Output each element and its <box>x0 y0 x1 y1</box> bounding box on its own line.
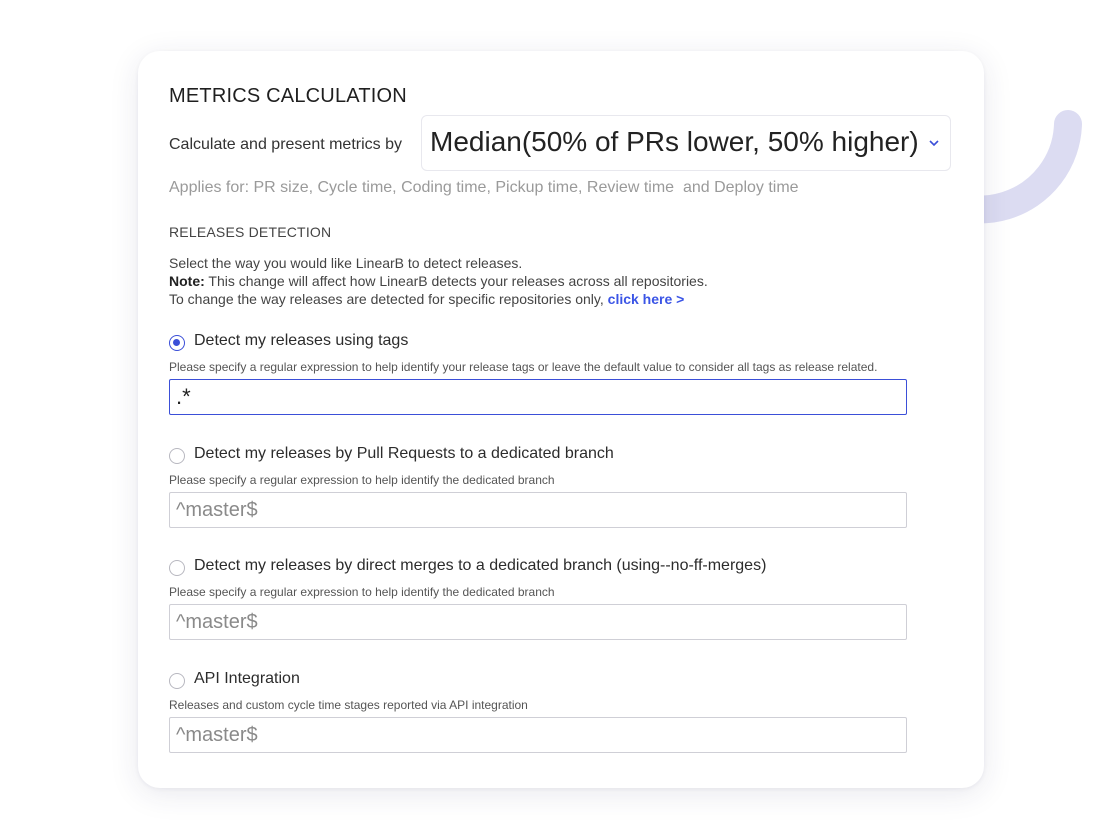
releases-note <box>169 272 708 290</box>
section-title: METRICS CALCULATION <box>169 85 407 107</box>
api-integration-input[interactable] <box>169 717 907 753</box>
option-pull-requests-label[interactable]: Detect my releases by Pull Requests to a dedicated branch <box>194 445 614 462</box>
option-direct-merges-label[interactable]: Detect my releases by direct merges to a dedicated branch (using--no-ff-merges) <box>194 557 767 574</box>
note-text: This change will affect how LinearB detects your releases across all repositories. <box>204 273 708 289</box>
releases-description <box>169 254 708 308</box>
radio-tags[interactable] <box>169 335 185 351</box>
option-api-integration-help: Releases and custom cycle time stages reported via API integration <box>169 698 528 712</box>
radio-direct-merges[interactable] <box>169 560 185 576</box>
direct-merges-branch-input[interactable] <box>169 604 907 640</box>
option-direct-merges-help: Please specify a regular expression to help identify the dedicated branch <box>169 585 555 599</box>
change-text: To change the way releases are detected for specific repositories only, <box>169 291 608 307</box>
radio-api-integration[interactable] <box>169 673 185 689</box>
metric-select-value: Median(50% of PRs lower, 50% higher) <box>430 126 919 157</box>
radio-pull-requests[interactable] <box>169 448 185 464</box>
releases-detection-title: RELEASES DETECTION <box>169 224 332 240</box>
releases-intro: Select the way you would like LinearB to detect releases. <box>169 255 523 271</box>
pull-requests-branch-input[interactable] <box>169 492 907 528</box>
releases-change-text <box>169 290 708 308</box>
tags-regex-input[interactable] <box>169 379 907 415</box>
option-tags-label[interactable]: Detect my releases using tags <box>194 332 409 349</box>
settings-card <box>138 51 984 788</box>
option-pull-requests-help: Please specify a regular expression to help identify the dedicated branch <box>169 473 555 487</box>
note-label: Note: <box>169 273 205 289</box>
calculate-label: Calculate and present metrics by <box>169 136 402 153</box>
chevron-down-icon <box>928 137 940 149</box>
option-tags-help: Please specify a regular expression to help identify your release tags or leave the default value to consider all tags as release related. <box>169 360 878 374</box>
metric-select[interactable] <box>421 115 951 171</box>
applies-note: Applies for: PR size, Cycle time, Coding time, Pickup time, Review time and Deploy time <box>169 179 799 196</box>
click-here-link[interactable]: click here > <box>607 291 685 307</box>
option-api-integration-label[interactable]: API Integration <box>194 670 300 687</box>
